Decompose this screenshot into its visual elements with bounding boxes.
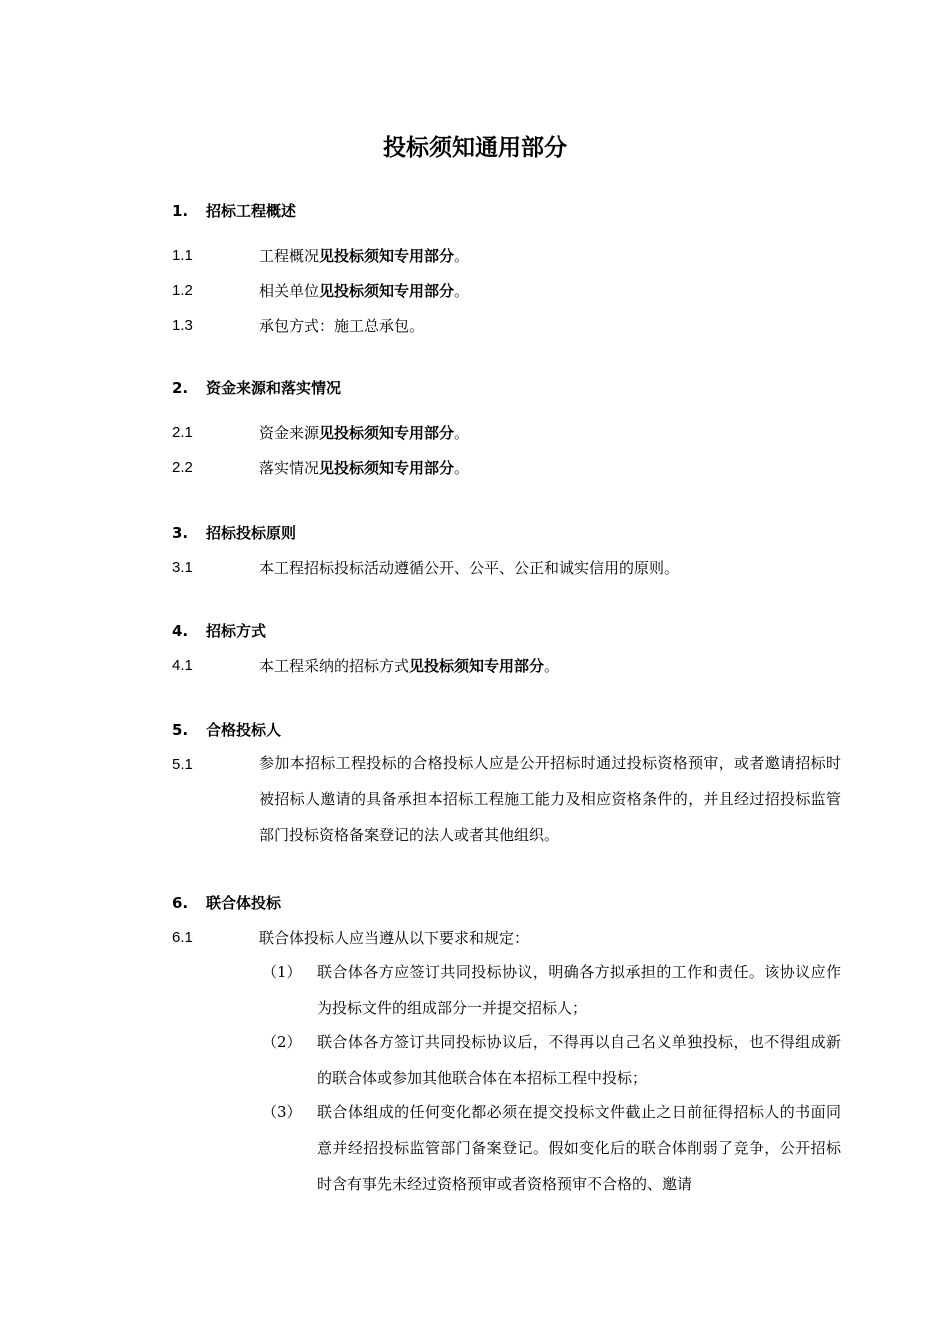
section-title: 资金来源和落实情况	[206, 379, 342, 397]
clause-number: 1.1	[172, 247, 193, 264]
section-number: 4.	[172, 622, 189, 640]
clause-number: 6.1	[172, 929, 193, 946]
section-number: 5.	[172, 721, 189, 739]
section-number: 3.	[172, 524, 189, 542]
section-title: 合格投标人	[206, 721, 282, 739]
section-number: 6.	[172, 894, 189, 912]
sub-item-text: 联合体各方应签订共同投标协议，明确各方拟承担的工作和责任。该协议应作为投标文件的组成部分一并提交招标人；	[317, 963, 841, 1017]
clause-text: 承包方式：施工总承包。	[259, 317, 425, 335]
sub-item-label: （2）	[262, 1033, 302, 1051]
clause-text: 本工程采纳的招标方式见投标须知专用部分。	[259, 657, 560, 675]
sub-item-label: （3）	[262, 1103, 302, 1121]
clause-number: 4.1	[172, 657, 193, 674]
clause-text: 资金来源见投标须知专用部分。	[259, 424, 470, 442]
sub-item-text: 联合体各方签订共同投标协议后，不得再以自己名义单独投标，也不得组成新的联合体或参加其他联合体在本招标工程中投标；	[317, 1033, 841, 1087]
section-heading-5	[172, 718, 281, 742]
section-heading-1	[172, 199, 296, 223]
section-heading-4	[172, 619, 266, 643]
section-heading-3	[172, 521, 296, 545]
section-title: 招标工程概述	[206, 202, 297, 220]
clause-text: 工程概况见投标须知专用部分。	[259, 247, 470, 265]
clause-number: 3.1	[172, 559, 193, 576]
section-number: 1.	[172, 202, 189, 220]
clause-text: 相关单位见投标须知专用部分。	[259, 282, 470, 300]
sub-item-label: （1）	[262, 963, 302, 981]
document-title: 投标须知通用部分	[383, 135, 567, 161]
clause-paragraph: 参加本招标工程投标的合格投标人应是公开招标时通过投标资格预审，或者邀请招标时被招标人邀请的具备承担本招标工程施工能力及相应资格条件的，并且经过招投标监管部门投标资格备案登记的法人或者其他组织。	[259, 754, 841, 844]
section-heading-6	[172, 891, 281, 915]
sub-item-text: 联合体组成的任何变化都必须在提交投标文件截止之日前征得招标人的书面同意并经招投标监管部门备案登记。假如变化后的联合体削弱了竞争，公开招标时含有事先未经过资格预审或者资格预审不合格的、邀请	[317, 1103, 841, 1193]
clause-number: 5.1	[172, 756, 193, 773]
clause-number: 2.2	[172, 459, 193, 476]
clause-number: 2.1	[172, 424, 193, 441]
clause-text: 落实情况见投标须知专用部分。	[259, 459, 470, 477]
clause-text: 联合体投标人应当遵从以下要求和规定：	[259, 929, 530, 947]
section-title: 联合体投标	[206, 894, 282, 912]
section-title: 招标投标原则	[206, 524, 297, 542]
clause-text: 本工程招标投标活动遵循公开、公平、公正和诚实信用的原则。	[259, 559, 680, 577]
section-title: 招标方式	[206, 622, 267, 640]
clause-number: 1.3	[172, 317, 193, 334]
section-number: 2.	[172, 379, 189, 397]
section-heading-2	[172, 376, 341, 400]
clause-number: 1.2	[172, 282, 193, 299]
